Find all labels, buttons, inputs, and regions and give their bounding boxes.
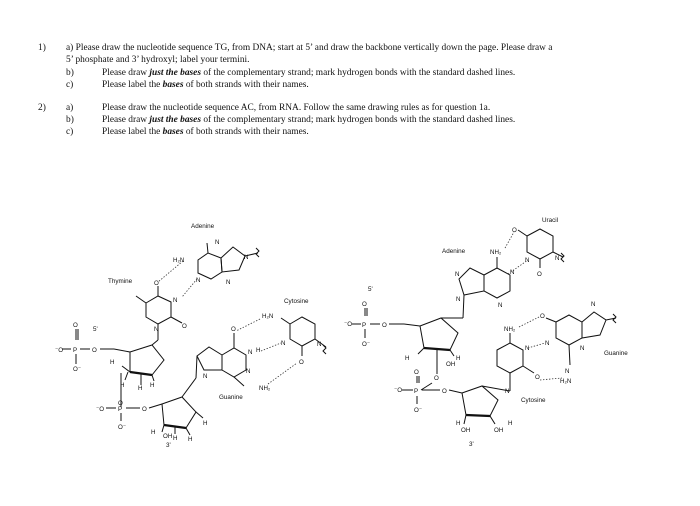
five-prime-label-right: 5' xyxy=(368,286,373,293)
svg-text:H: H xyxy=(151,429,156,436)
svg-text:O: O xyxy=(299,359,304,366)
svg-text:O: O xyxy=(92,347,97,354)
svg-text:H: H xyxy=(110,359,115,366)
svg-text:O: O xyxy=(537,271,542,278)
svg-text:N: N xyxy=(226,279,231,286)
question-2a-label: a) xyxy=(66,103,74,113)
svg-text:H: H xyxy=(405,355,410,362)
question-1c-text: Please label the bases of both strands with their names. xyxy=(102,80,309,90)
svg-text:H: H xyxy=(256,347,261,354)
svg-text:H: H xyxy=(508,420,513,427)
uracil-label: Uracil xyxy=(542,217,559,224)
svg-text:N: N xyxy=(154,326,159,333)
svg-text:N: N xyxy=(248,349,253,356)
guanine-label-right: Guanine xyxy=(604,350,628,357)
svg-text:N: N xyxy=(246,368,251,375)
svg-text:O: O xyxy=(414,369,419,376)
svg-text:O: O xyxy=(382,322,387,329)
svg-text:H: H xyxy=(173,435,178,442)
question-1b-text: Please draw just the bases of the complementary strand; mark hydrogen bonds with the standard dashed lines. xyxy=(102,68,516,78)
svg-text:N: N xyxy=(173,297,178,304)
svg-text:O: O xyxy=(512,227,517,234)
three-prime-label-right: 3' xyxy=(469,441,474,448)
svg-text:P: P xyxy=(118,406,123,413)
svg-text:N: N xyxy=(505,388,510,395)
svg-text:N: N xyxy=(580,345,585,352)
question-2c-label: c) xyxy=(66,127,74,137)
svg-text:N: N xyxy=(244,254,249,261)
svg-text:NH₂: NH₂ xyxy=(490,249,502,256)
svg-text:O: O xyxy=(73,322,78,329)
svg-text:O: O xyxy=(540,313,545,320)
svg-text:O: O xyxy=(362,301,367,308)
svg-text:N: N xyxy=(525,257,530,264)
svg-text:N: N xyxy=(498,302,503,309)
svg-text:H₂N: H₂N xyxy=(560,378,572,385)
svg-text:P: P xyxy=(414,388,419,395)
hydroxyl-label: OH xyxy=(163,433,173,440)
emphasis: bases xyxy=(162,127,184,137)
svg-text:P: P xyxy=(362,322,367,329)
svg-text:N: N xyxy=(510,269,515,276)
svg-text:H: H xyxy=(120,382,125,389)
svg-text:P: P xyxy=(73,347,78,354)
svg-text:O⁻: O⁻ xyxy=(414,407,423,414)
svg-text:O⁻: O⁻ xyxy=(118,424,127,431)
guanine-label: Guanine xyxy=(219,394,243,401)
svg-text:H₂N: H₂N xyxy=(173,257,185,264)
adenine-label-right: Adenine xyxy=(442,248,466,255)
svg-text:N: N xyxy=(555,255,560,262)
svg-text:O: O xyxy=(118,400,123,407)
svg-text:N: N xyxy=(281,340,286,347)
svg-text:H: H xyxy=(203,420,208,427)
question-1c-label: c) xyxy=(66,80,74,90)
svg-text:H: H xyxy=(138,385,143,392)
svg-text:O⁻: O⁻ xyxy=(362,341,371,348)
svg-text:N: N xyxy=(317,341,322,348)
svg-text:N: N xyxy=(525,345,530,352)
question-1a-line1: a) Please draw the nucleotide sequence TG, from DNA; start at 5’ and draw the backbone vertically down the page. Please draw a xyxy=(66,43,553,53)
emphasis: bases xyxy=(162,80,184,90)
thymine-label: Thymine xyxy=(108,278,133,285)
svg-text:H: H xyxy=(150,382,155,389)
adenine-label: Adenine xyxy=(191,223,215,230)
question-1a-line2: 5’ phosphate and 3’ hydroxyl; label your termini. xyxy=(66,55,250,65)
question-1b-label: b) xyxy=(66,68,74,78)
hydroxyl-label-3: OH xyxy=(494,427,504,434)
svg-text:O: O xyxy=(182,323,187,330)
svg-text:NH₂: NH₂ xyxy=(259,385,271,392)
svg-text:N: N xyxy=(196,277,201,284)
svg-text:N: N xyxy=(591,301,596,308)
emphasis: just the bases xyxy=(149,68,201,78)
emphasis: just the bases xyxy=(149,115,201,125)
guanine-base-right xyxy=(540,301,616,385)
svg-text:O: O xyxy=(442,388,447,395)
svg-text:O: O xyxy=(535,374,540,381)
hydroxyl-label-2: OH xyxy=(461,427,471,434)
question-2b-text: Please draw just the bases of the complementary strand; mark hydrogen bonds with the standard dashed lines. xyxy=(102,115,516,125)
svg-text:H₂N: H₂N xyxy=(262,313,274,320)
svg-text:N: N xyxy=(545,340,550,347)
svg-text:H: H xyxy=(456,355,461,362)
question-2b-label: b) xyxy=(66,115,74,125)
svg-text:H: H xyxy=(456,420,461,427)
svg-text:H: H xyxy=(188,436,193,443)
svg-text:O: O xyxy=(434,375,439,382)
svg-text:N: N xyxy=(565,368,570,375)
cytosine-label: Cytosine xyxy=(284,298,309,305)
svg-text:O: O xyxy=(142,406,147,413)
rna-backbone-2 xyxy=(394,369,512,427)
adenine-base-right xyxy=(455,249,514,318)
three-prime-label: 3' xyxy=(166,442,171,449)
cytosine-base-right xyxy=(497,326,540,395)
svg-text:O: O xyxy=(231,326,236,333)
question-1-number: 1) xyxy=(38,43,46,53)
svg-text:N: N xyxy=(215,239,220,246)
question-2c-text: Please label the bases of both strands with their names. xyxy=(102,127,309,137)
svg-text:NH₂: NH₂ xyxy=(504,326,516,333)
svg-text:⁻O: ⁻O xyxy=(96,406,105,413)
question-2-number: 2) xyxy=(38,103,46,113)
svg-text:N: N xyxy=(455,271,460,278)
svg-text:O: O xyxy=(154,280,159,287)
svg-text:N: N xyxy=(456,296,461,303)
five-prime-label: 5' xyxy=(93,326,98,333)
svg-text:N: N xyxy=(203,373,208,380)
hydroxyl-label-1: OH xyxy=(446,361,456,368)
svg-text:⁻O: ⁻O xyxy=(55,347,64,354)
svg-text:⁻O: ⁻O xyxy=(394,387,403,394)
svg-text:O⁻: O⁻ xyxy=(73,366,82,373)
svg-text:⁻O: ⁻O xyxy=(344,321,353,328)
uracil-base xyxy=(512,227,564,278)
rna-backbone-1 xyxy=(344,301,463,382)
question-2a-text: Please draw the nucleotide sequence AC, from RNA. Follow the same drawing rules as for question 1a. xyxy=(102,103,491,113)
cytosine-label-right: Cytosine xyxy=(521,397,546,404)
